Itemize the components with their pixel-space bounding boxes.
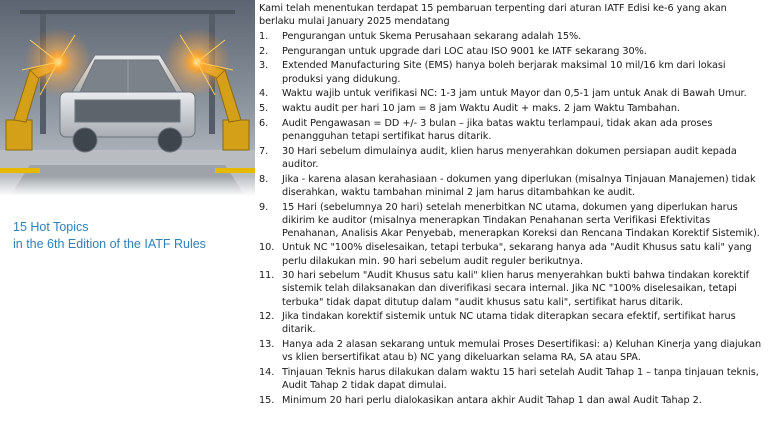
list-item-text: 30 hari sebelum "Audit Khusus satu kali" klien harus menyerahkan bukti bahwa tindakan korektif sistemik telah dilaksanakan dan diverifikasi secara internal. Jika NC "100% diselesaikan, tetapi terbuka" tidak dapat ditutup dalam "audit khusus satu kali", sertifikat harus ditarik. [282,270,749,308]
list-item-text: Jika - karena alasan kerahasiaan - dokumen yang diperlukan (misalnya Tinjauan Manajemen) tidak diserahkan, waktu tambahan minimal 2 jam harus ditambahkan ke audit. [282,173,756,198]
intro-paragraph: Kami telah menentukan terdapat 15 pembaruan terpenting dari aturan IATF Edisi ke-6 yang akan berlaku mulai January 2025 mendatang [259,3,727,28]
list-item-number: 4. [259,88,269,100]
list-item-number: 10. [259,242,275,254]
list-item-number: 6. [259,117,269,129]
list-item [259,394,765,407]
list-item [259,310,765,336]
list-item-number: 11. [259,270,275,282]
list-item [259,102,765,115]
list-item-text: Audit Pengawasan = DD +/- 3 bulan – jika batas waktu terlampaui, tidak akan ada proses penangguhan tetapi sertifikat harus ditarik. [282,117,713,142]
list-item-number: 1. [259,30,269,42]
list-item [259,45,765,58]
list-item-number: 2. [259,45,269,57]
list-item [259,201,765,240]
car-factory-image [0,0,255,196]
slide-title-line-2: in the 6th Edition of the IATF Rules [13,237,206,251]
list-item-number: 12. [259,311,275,323]
list-item-text: 30 Hari sebelum dimulainya audit, klien harus menyerahkan dokumen persiapan audit kepada auditor. [282,145,737,170]
slide-title [13,219,248,253]
list-item [259,269,765,308]
list-item [259,145,765,171]
list-item [259,87,765,100]
list-item-number: 15. [259,394,275,406]
list-item-text: waktu audit per hari 10 jam = 8 jam Waktu Audit + maks. 2 jam Waktu Tambahan. [282,103,680,115]
list-item-number: 5. [259,103,269,115]
list-item-text: Pengurangan untuk Skema Perusahaan sekarang adalah 15%. [282,30,582,42]
list-item-text: Waktu wajib untuk verifikasi NC: 1-3 jam untuk Mayor dan 0,5-1 jam untuk Anak di Bawah Umur. [282,88,747,100]
list-item-text: Hanya ada 2 alasan sekarang untuk memulai Proses Desertifikasi: a) Keluhan Kinerja yang diajukan vs klien bersertifikat atau b) NC yang dikeluarkan selama RA, SA atau SPA. [282,339,762,364]
list-item-number: 7. [259,145,269,157]
hot-topics-list [259,30,765,407]
list-item-text: Minimum 20 hari perlu dialokasikan antara akhir Audit Tahap 1 dan awal Audit Tahap 2. [282,394,702,406]
list-item-number: 8. [259,173,269,185]
list-item-number: 13. [259,339,275,351]
list-item-number: 9. [259,201,269,213]
list-item-text: Untuk NC "100% diselesaikan, tetapi terbuka", sekarang hanya ada "Audit Khusus satu kali" yang perlu dilakukan min. 90 hari sebelum audit reguler berikutnya. [282,242,752,267]
list-item [259,117,765,143]
list-item [259,338,765,364]
content-body [259,2,765,407]
list-item-text: Jika tindakan korektif sistemik untuk NC utama tidak diterapkan secara efektif, sertifikat harus ditarik. [282,311,736,336]
list-item [259,173,765,199]
list-item [259,30,765,43]
list-item-number: 3. [259,60,269,72]
list-item-text: Extended Manufacturing Site (EMS) hanya boleh berjarak maksimal 10 mil/16 km dari lokasi produksi yang didukung. [282,60,726,85]
list-item [259,366,765,392]
slide-title-line-1: 15 Hot Topics [13,220,89,234]
list-item-text: Pengurangan untuk upgrade dari LOC atau ISO 9001 ke IATF sekarang 30%. [282,45,647,57]
list-item-number: 14. [259,367,275,379]
list-item-text: Tinjauan Teknis harus dilakukan dalam waktu 15 hari setelah Audit Tahap 1 – tanpa tinjauan teknis, Audit Tahap 2 tidak dapat dimulai. [282,367,759,392]
list-item [259,241,765,267]
list-item [259,59,765,85]
list-item-text: 15 Hari (sebelumnya 20 hari) setelah menerbitkan NC utama, dokumen yang diperlukan harus dikirim ke auditor (misalnya menerapkan Tindakan Penahanan serta Verifikasi Efektivitas Penahanan, Analisis Akar Penyebab, menerapkan Koreksi dan Rencana Tindakan Korektif Sistemik). [282,201,760,239]
